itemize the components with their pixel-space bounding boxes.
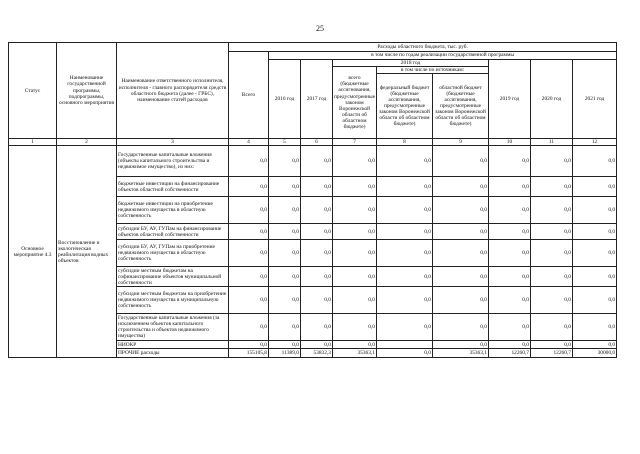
- row-label: НИОКР: [117, 341, 229, 349]
- cell-value: 0,0: [433, 314, 489, 341]
- column-number: 8: [377, 139, 433, 146]
- cell-value: 0,0: [229, 240, 269, 267]
- cell-value: 0,0: [531, 197, 573, 224]
- cell-value: 0,0: [433, 341, 489, 349]
- cell-value: 0,0: [377, 146, 433, 177]
- cell-value: 0,0: [489, 146, 531, 177]
- cell-value: 0,0: [301, 197, 333, 224]
- cell-value: 0,0: [377, 240, 433, 267]
- cell-value: 0,0: [229, 177, 269, 197]
- cell-value: 0,0: [489, 197, 531, 224]
- cell-value: 0,0: [301, 314, 333, 341]
- header-executor-name: Наименование ответственного исполнителя, исполнителя - главного распорядителя средств областного бюджета (далее - ГРБС), наименование статей расходов: [117, 43, 229, 139]
- header-year-2016: 2016 год: [269, 60, 301, 139]
- cell-value: 0,0: [573, 224, 617, 240]
- cell-value: 0,0: [229, 287, 269, 314]
- cell-value: 0,0: [573, 287, 617, 314]
- header-by-years: в том числе по годам реализации государственной программы: [269, 52, 617, 60]
- header-year-2018: 2018 год: [333, 60, 489, 67]
- cell-value: 0,0: [301, 240, 333, 267]
- header-expenses-title: Расходы областного бюджета, тыс. руб.: [229, 43, 617, 52]
- cell-value: 0,0: [229, 267, 269, 287]
- row-label: субсидии БУ, АУ, ГУПам на финансирование объектов областной собственности: [117, 224, 229, 240]
- cell-value: 0,0: [573, 341, 617, 349]
- cell-value: 0,0: [333, 240, 377, 267]
- column-number: 7: [333, 139, 377, 146]
- cell-value: 0,0: [573, 240, 617, 267]
- cell-value: 35363,1: [433, 349, 489, 358]
- cell-value: 155105,8: [229, 349, 269, 358]
- cell-value: 0,0: [377, 224, 433, 240]
- cell-value: 0,0: [531, 341, 573, 349]
- cell-value: 0,0: [333, 224, 377, 240]
- header-year-2019: 2019 год: [489, 60, 531, 139]
- cell-value: 0,0: [301, 267, 333, 287]
- cell-value: 0,0: [433, 267, 489, 287]
- header-federal: федеральный бюджет (бюджетные ассигнования, предусмотренные законом Воронежской области об областном бюджете): [377, 74, 433, 139]
- cell-value: 0,0: [531, 267, 573, 287]
- cell-value: 12260,7: [489, 349, 531, 358]
- cell-value: 0,0: [229, 314, 269, 341]
- header-total: Всего: [229, 52, 269, 139]
- cell-value: 0,0: [229, 197, 269, 224]
- cell-value: 0,0: [377, 177, 433, 197]
- row-label: Государственные капитальные вложения (объекты капитального строительства и недвижимое имущество), из них:: [117, 146, 229, 177]
- cell-value: 0,0: [573, 314, 617, 341]
- cell-value: 0,0: [333, 177, 377, 197]
- header-incl-sources: в том числе по источникам:: [377, 67, 489, 74]
- column-number: 6: [301, 139, 333, 146]
- cell-value: 0,0: [301, 177, 333, 197]
- cell-value: 0,0: [229, 224, 269, 240]
- column-number: 3: [117, 139, 229, 146]
- column-number: 2: [57, 139, 117, 146]
- cell-value: 0,0: [333, 267, 377, 287]
- column-number: 4: [229, 139, 269, 146]
- cell-value: 0,0: [489, 341, 531, 349]
- cell-value: 0,0: [433, 197, 489, 224]
- header-col-all: всего (бюджетные ассигнования, предусмотренные законом Воронежской области об областном бюджете): [333, 67, 377, 139]
- column-number: 11: [531, 139, 573, 146]
- cell-value: 0,0: [301, 146, 333, 177]
- header-program-name: Наименование государственной программы, подпрограммы, основного мероприятия: [57, 43, 117, 139]
- cell-value: 0,0: [489, 224, 531, 240]
- cell-value: [377, 341, 433, 349]
- cell-value: 0,0: [229, 146, 269, 177]
- cell-value: 0,0: [229, 341, 269, 349]
- table-row: [9, 146, 617, 177]
- cell-value: 0,0: [377, 267, 433, 287]
- row-label: субсидии местным бюджетам на софинансирование объектов муниципальной собственности: [117, 267, 229, 287]
- cell-value: 0,0: [269, 267, 301, 287]
- cell-value: 0,0: [433, 240, 489, 267]
- row-label: субсидии БУ, АУ, ГУПам на приобретение недвижимого имущества в областную собственность: [117, 240, 229, 267]
- row-label: Государственные капитальные вложения (за исключением объектов капитального строительства и объектов недвижимого имущества): [117, 314, 229, 341]
- cell-value: 0,0: [333, 197, 377, 224]
- column-number: 12: [573, 139, 617, 146]
- cell-value: 0,0: [301, 224, 333, 240]
- cell-value: 0,0: [489, 177, 531, 197]
- cell-value: 0,0: [573, 177, 617, 197]
- cell-value: 0,0: [531, 240, 573, 267]
- cell-value: 0,0: [433, 287, 489, 314]
- row-label: ПРОЧИЕ расходы: [117, 349, 229, 358]
- header-regional: областной бюджет (бюджетные ассигнования, предусмотренные законом Воронежской области об областном бюджете): [433, 74, 489, 139]
- cell-value: 0,0: [433, 146, 489, 177]
- cell-value: 0,0: [377, 349, 433, 358]
- column-number: 1: [9, 139, 57, 146]
- status-cell: Основное мероприятие 4.3: [9, 146, 57, 358]
- cell-value: 30000,0: [573, 349, 617, 358]
- cell-value: 0,0: [269, 197, 301, 224]
- row-label: бюджетные инвестиции на финансирование объектов областной собственности: [117, 177, 229, 197]
- column-number: 9: [433, 139, 489, 146]
- cell-value: 0,0: [301, 341, 333, 349]
- program-cell: Восстановление и экологическая реабилитация водных объектов: [57, 146, 117, 358]
- header-year-2021: 2021 год: [573, 60, 617, 139]
- cell-value: 0,0: [531, 146, 573, 177]
- cell-value: 0,0: [301, 287, 333, 314]
- cell-value: 0,0: [269, 146, 301, 177]
- cell-value: 0,0: [531, 177, 573, 197]
- cell-value: 0,0: [489, 267, 531, 287]
- cell-value: 0,0: [269, 177, 301, 197]
- cell-value: 0,0: [333, 341, 377, 349]
- header-status: Статус: [9, 43, 57, 139]
- cell-value: 12260,7: [531, 349, 573, 358]
- cell-value: 0,0: [333, 287, 377, 314]
- cell-value: 0,0: [489, 240, 531, 267]
- cell-value: 0,0: [333, 314, 377, 341]
- cell-value: 0,0: [489, 314, 531, 341]
- cell-value: 0,0: [377, 314, 433, 341]
- header-year-2017: 2017 год: [301, 60, 333, 139]
- cell-value: 0,0: [573, 197, 617, 224]
- cell-value: 0,0: [269, 287, 301, 314]
- cell-value: 0,0: [573, 267, 617, 287]
- column-number: 10: [489, 139, 531, 146]
- cell-value: 0,0: [333, 146, 377, 177]
- cell-value: 0,0: [531, 224, 573, 240]
- cell-value: 0,0: [269, 240, 301, 267]
- header-year-2020: 2020 год: [531, 60, 573, 139]
- cell-value: 0,0: [433, 224, 489, 240]
- page-number: 25: [316, 24, 324, 33]
- cell-value: 0,0: [489, 287, 531, 314]
- budget-table: [8, 42, 617, 358]
- cell-value: 0,0: [573, 146, 617, 177]
- cell-value: 0,0: [433, 177, 489, 197]
- cell-value: 0,0: [377, 197, 433, 224]
- row-label: субсидии местным бюджетам на приобретение недвижимого имущества в муниципальную собственность: [117, 287, 229, 314]
- cell-value: 0,0: [269, 341, 301, 349]
- cell-value: 35363,1: [333, 349, 377, 358]
- cell-value: 0,0: [269, 314, 301, 341]
- cell-value: 0,0: [269, 224, 301, 240]
- cell-value: 11389,0: [269, 349, 301, 358]
- cell-value: 0,0: [531, 314, 573, 341]
- row-label: бюджетные инвестиции на приобретение недвижимого имущества в областную собственность: [117, 197, 229, 224]
- column-number: 5: [269, 139, 301, 146]
- cell-value: 0,0: [531, 287, 573, 314]
- cell-value: 53832,3: [301, 349, 333, 358]
- cell-value: 0,0: [377, 287, 433, 314]
